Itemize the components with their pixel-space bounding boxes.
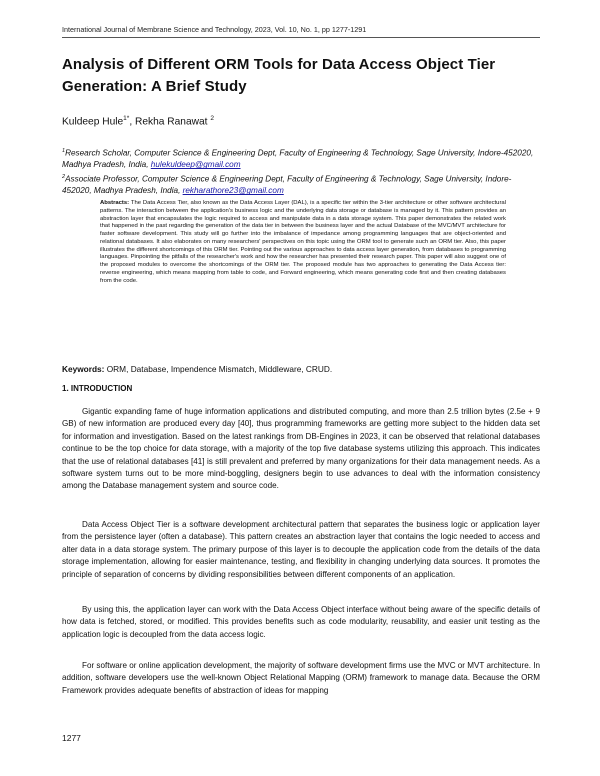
author-affiliation-marker: 1* bbox=[123, 115, 130, 122]
abstract bbox=[100, 200, 506, 285]
body-paragraph: Data Access Object Tier is a software development architectural pattern that separates the business logic or application layer from the persistence layer (often a database). This pattern creates an abstraction layer that contains the logic needed to access and alter data in a data storage system. The primary purpose of this layer is to decouple the application code from the details of the data storage implementation, allowing for easier maintenance, testing, and flexibility in changing underlying data sources. It promotes the principle of separation of concerns by dividing responsibilities between different components of an application. bbox=[62, 520, 540, 579]
author-list bbox=[62, 115, 214, 127]
affiliation-marker: 1 bbox=[62, 148, 66, 154]
body-paragraph: For software or online application development, the majority of software development firms use the MVC or MVT architecture. In addition, software developers use the well-known Object Relational Mapping (ORM) framework to manage data. Because the ORM Framework provides adequate benefits of abstraction of ideas for mapping bbox=[62, 661, 540, 695]
author-name: Kuldeep Hule bbox=[62, 116, 124, 128]
keywords-text: ORM, Database, Impendence Mismatch, Middleware, CRUD. bbox=[104, 364, 333, 374]
affiliation-2 bbox=[62, 172, 540, 197]
affiliation-text: Associate Professor, Computer Science & Engineering Dept, Faculty of Engineering & Technology, Sage University, Indore-452020, Madhya Pradesh, India, bbox=[62, 174, 512, 196]
abstract-label: Abstracts: bbox=[100, 200, 130, 206]
author-name: Rekha Ranawat bbox=[135, 116, 208, 128]
journal-header: International Journal of Membrane Science and Technology, 2023, Vol. 10, No. 1, pp 1277-1291 bbox=[62, 25, 367, 34]
email-link[interactable]: rekharathore23@gmail.com bbox=[182, 186, 284, 196]
body-paragraph: Gigantic expanding fame of huge information applications and distributed computing, and more than 2.5 trillion bytes (2.5e + 9 GB) of new information are produced every day [40], thus programming frameworks are getting more subject to the hidden data set for information and investigation. Based on the latest rankings from DB-Engines in 2023, it can be observed that relational databases continue to be the top choice for data storage, with a majority of the top five database systems utilizing this approach. This indicates that the use of relational databases [41] is still prevalent and preferred by many organizations for their data management needs. As a software system turns out to be more mind-boggling, designers begin to use advances to deal with the information consistency among the Database management system and source code. bbox=[62, 407, 540, 491]
affiliation-text: Research Scholar, Computer Science & Engineering Dept, Faculty of Engineering & Technology, Sage University, Indore-452020, Madhya Pradesh, India, bbox=[62, 148, 534, 170]
page-number: 1277 bbox=[62, 733, 81, 743]
author-affiliation-marker: 2 bbox=[210, 115, 214, 122]
email-link[interactable]: hulekuldeep@gmail.com bbox=[150, 160, 241, 170]
body-paragraph: By using this, the application layer can work with the Data Access Object interface without being aware of the specific details of how data is fetched, stored, or modified. This provides benefits such as code modularity, reusability, and easier unit testing as the application logic is decoupled from the data access logic. bbox=[62, 605, 540, 639]
header-rule bbox=[62, 37, 540, 38]
keywords bbox=[62, 364, 332, 374]
paper-title: Analysis of Different ORM Tools for Data Access Object Tier Generation: A Brief Study bbox=[62, 56, 496, 95]
author-separator: , bbox=[129, 116, 135, 128]
affiliation-marker: 2 bbox=[62, 174, 66, 180]
affiliation-1 bbox=[62, 146, 540, 171]
keywords-label: Keywords: bbox=[62, 364, 105, 374]
section-heading: 1. INTRODUCTION bbox=[62, 384, 133, 393]
abstract-text: The Data Access Tier, also known as the Data Access Layer (DAL), is a specific tier within the 3-tier architecture or other software architectural patterns. The interaction between the application's business logic and the underlying data storage or database is managed by it. This pattern provides an abstraction layer that encapsulates the logic required to access and manipulate data in a data storage system. This paper demonstrates the related work that happened in the past regarding the generation of the data tier in between the business layer and the actual Database of the MVC/MVT architecture for faster software development. This study will go further into the imbalance of impedance among programming languages that are object-oriented and relational databases. It also elaborates on many researchers' perspectives on this topic using the ORM tool to generate such an ORM tier. Also, this paper illustrates the different shortcomings of this ORM tier. Pointing out the various approaches to data access layer generation, from databases to programming languages. Pinpointing the pitfalls of the researcher's work and how the researcher has presented their research paper. This paper will also suggest one of the proposed modules to overcome the shortcomings of the ORM tier. The proposed module has two approaches to generating the Data Access tier: reverse engineering, which means mapping from table to code, and Forward engineering, which means generating code first and then creating databases from the code. bbox=[100, 200, 506, 284]
